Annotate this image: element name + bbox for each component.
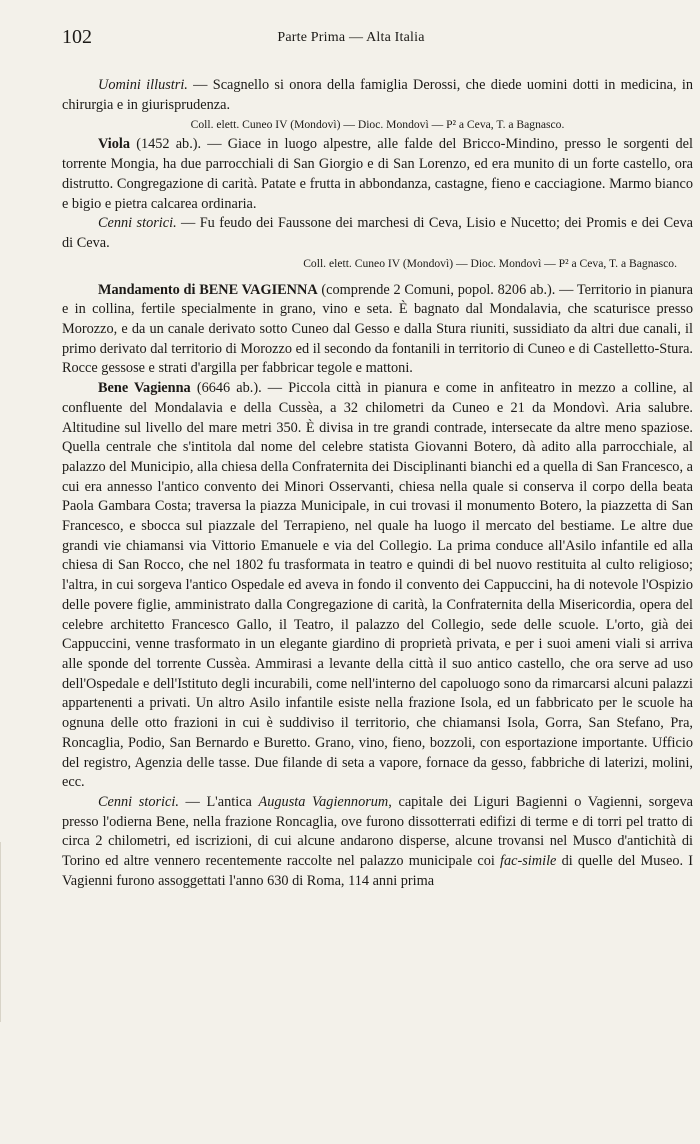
page-header <box>62 26 640 52</box>
paragraph-text: — Scagnello si onora della famiglia Derossi, che diede uomini dotti in medicina, in chirurgia e in giurisprudenza. <box>62 77 693 113</box>
paragraph-text: (1452 ab.). — Giace in luogo alpestre, alle falde del Bricco-Mindino, presso le sorgenti del torrente Mongia, ha due parrocchiali di San Giorgio e di San Lorenzo, ed era munito di un forte castello, ora distrutto. Congregazione di carità. Patate e frutta in abbondanza, castagne, fieno e cacciagione. Marmo bianco e bigio e pietra calcarea ordinaria. <box>62 136 693 212</box>
paragraph-text: (comprende 2 Comuni, popol. 8206 ab.). — Territorio in pianura e in collina, fertile specialmente in grano, vino e seta. È bagnato dal Mondalavia, che scaturisce presso Morozzo, e da un canale derivato sotto Cuneo dal Gesso e dalla Stura riuniti, sussidiato da altri due canali, il primo derivato dal territorio di Morozzo ed il secondo da fontanili in territorio di Cuneo e di Castelletto-Stura. Rocce gessose e strati d'argilla per fabbricar tegole e mattoni. <box>62 281 693 377</box>
paragraph-lead: Cenni storici. <box>98 215 177 232</box>
paragraph-italic: Augusta Vagiennorum <box>258 793 389 810</box>
paragraph-bene-vagienna <box>62 379 693 793</box>
paragraph-text: di quelle del Museo. I Vagienni furono assoggettati l'anno 630 di Roma, 114 anni prima <box>62 853 693 889</box>
running-head: Parte Prima — Alta Italia <box>277 30 425 45</box>
paragraph-lead: Viola <box>98 136 131 153</box>
paragraph-lead: Uomini illustri. <box>98 77 188 93</box>
paragraph-text: (6646 ab.). — Piccola città in pianura e come in anfiteatro in mezzo a colline, al confluente del Mondalavia e della Cussèa, a 32 chilometri da Cuneo e 21 da Mondovì. Aria salubre. Altitudine sul livello del mare metri 350. È divisa in tre grandi contrade, intersecate da altre meno spaziose. Quella centrale che s'intitola dal nome del celebre statista Giovanni Botero, dà adito alla parrocchiale, al palazzo del Municipio, alla chiesa della Confraternita dei Disciplinanti bianchi ed a quella di San Francesco, a cui era annesso l'antico convento dei Minori Osservanti, chiesa nella quale si conserva il corpo della beata Paola Gambara Costa; traversa la piazza Municipale, in cui trovasi il monumento Botero, la piazzetta di San Francesco, e sbocca sul piazzale del Terrapieno, nel quale ha luogo il mercato del bestiame. Le altre due grandi vie chiamansi via Vittorio Emanuele e via del Collegio. La prima conduce all'Asilo infantile ed alla chiesa di San Rocco, che nel 1802 fu trasformata in teatro e quindi di bel nuovo restituita al culto religioso; l'altra, in cui sorgeva l'antico Ospedale ed aveva in fondo il convento dei Cappuccini, ha di notevole l'Ospizio delle povere figlie, amministrato dalla Congregazione di carità, la Confraternita della Misericordia, opera del celebre architetto Francesco Gallo, il Teatro, il palazzo del Collegio, sede delle scuole. L'orto, già dei Cappuccini, venne trasformato in un elegante giardino di proprietà privata, e per i suoi ameni viali si arriva alle sponde del torrente Cussèa. Ammirasi a levante della città il suo antico castello, che ora serve ad uso dell'Ospedale e dell'Istituto degli incurabili, come nell'interno del capoluogo sono da rimarcarsi alcuni palazzi appartenenti a privati. Un altro Asilo infantile esiste nella frazione Isola, ed un fabbricato per le scuole ha ognuna delle otto frazioni in cui è suddiviso il territorio, che chiamansi Isola, Gorra, San Stefano, Pra, Roncaglia, Podio, San Bernardo e Buretto. Grano, vino, fieno, bozzoli, con esportazione importante. Ufficio del registro, Agenzia delle tasse. Due filande di seta a vapore, fornace da gesso, fabbriche di laterizi, molini, ecc. <box>62 380 693 791</box>
electoral-note: Coll. elett. Cuneo IV (Mondovì) — Dioc. Mondovì — P² a Ceva, T. a Bagnasco. <box>190 118 565 132</box>
paragraph-pre: Mandamento di <box>98 281 200 298</box>
body-text <box>62 70 693 891</box>
paragraph-lead: Cenni storici. <box>98 793 179 810</box>
paragraph-uomini-illustri <box>62 76 693 115</box>
page-edge-line <box>0 842 1 1022</box>
paragraph-lead: BENE VAGIENNA <box>199 281 318 298</box>
paragraph-viola <box>62 135 693 214</box>
paragraph-lead: Bene Vagienna <box>98 380 191 397</box>
paragraph-text: , capitale dei Liguri Bagienni o Vagienni, sorgeva presso l'odierna Bene, nella frazione Roncaglia, ove furono dissotterrati edifizi di terme e di torri pel tratto di circa 2 chilometri, ed iscrizioni, di cui alcune andarono disperse, alcune trovansi nel Musco d'antichità di Torino ed altre vennero recentemente raccolte nel palazzo municipale coi <box>62 793 693 870</box>
paragraph-cenni-storici-viola <box>62 214 693 253</box>
paragraph-text: — L'antica <box>178 793 259 810</box>
page-number: 102 <box>62 26 92 48</box>
paragraph-cenni-storici-bene <box>62 793 693 892</box>
electoral-note: Coll. elett. Cuneo IV (Mondovì) — Dioc. Mondovì — P² a Ceva, T. a Bagnasco. <box>303 256 677 270</box>
paragraph-italic: fac-simile <box>500 853 557 870</box>
paragraph-text: — Fu feudo dei Faussone dei marchesi di Ceva, Lisio e Nucetto; dei Promis e dei Ceva di Ceva. <box>62 215 694 251</box>
paragraph-mandamento <box>62 281 693 380</box>
